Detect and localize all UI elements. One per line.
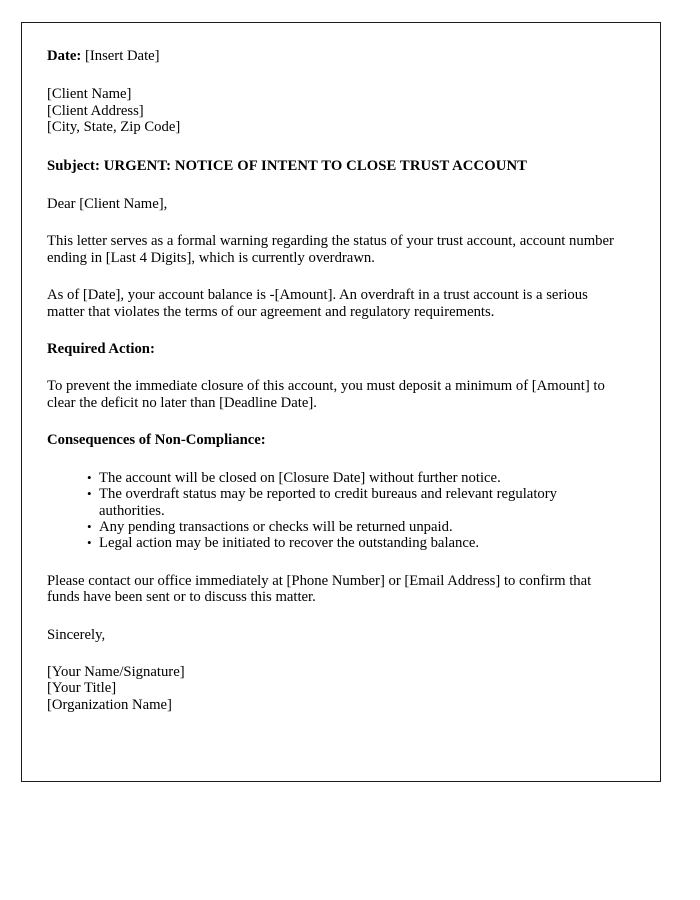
- recipient-name: [Client Name]: [47, 86, 132, 103]
- consequences-heading: Consequences of Non-Compliance:: [47, 432, 266, 449]
- recipient-city-state-zip: [City, State, Zip Code]: [47, 119, 181, 136]
- contact-paragraph: Please contact our office immediately at [Phone Number] or [Email Address] to confirm that funds have been sent or to discuss this matter.: [47, 572, 592, 606]
- signature-name: [Your Name/Signature]: [47, 663, 185, 680]
- list-item: • The overdraft status may be reported to credit bureaus and relevant regulatory authorities.: [87, 486, 619, 519]
- list-item: • The account will be closed on [Closure Date] without further notice.: [87, 470, 619, 486]
- subject-line: Subject: URGENT: NOTICE OF INTENT TO CLOSE TRUST ACCOUNT: [47, 157, 528, 174]
- required-action-text: To prevent the immediate closure of this account, you must deposit a minimum of [Amount] to clear the deficit no later than [Deadline Date].: [47, 378, 605, 411]
- date-label: Date:: [47, 48, 82, 64]
- signature-title: [Your Title]: [47, 680, 117, 697]
- required-action-heading: Required Action:: [47, 341, 155, 358]
- recipient-address: [Client Address]: [47, 102, 144, 119]
- consequences-list: [47, 470, 619, 552]
- date-line: [47, 48, 619, 64]
- letter-body: [47, 48, 619, 713]
- salutation: Dear [Client Name],: [47, 196, 168, 213]
- signature-block: [47, 664, 619, 713]
- document-page-border: [21, 22, 661, 782]
- signature-organization: [Organization Name]: [47, 696, 172, 713]
- date-value: [Insert Date]: [84, 48, 160, 64]
- recipient-address-block: [47, 86, 619, 135]
- body-paragraph-2: As of [Date], your account balance is -[Amount]. An overdraft in a trust account is a serious matter that violates the terms of our agreement and regulatory requirements.: [47, 287, 588, 320]
- list-item: • Any pending transactions or checks will be returned unpaid.: [87, 519, 619, 535]
- list-item: • Legal action may be initiated to recover the outstanding balance.: [87, 535, 619, 551]
- body-paragraph-1: This letter serves as a formal warning regarding the status of your trust account, account number ending in [Last 4 Digits], which is currently overdrawn.: [47, 233, 614, 266]
- closing-salutation: Sincerely,: [47, 626, 106, 643]
